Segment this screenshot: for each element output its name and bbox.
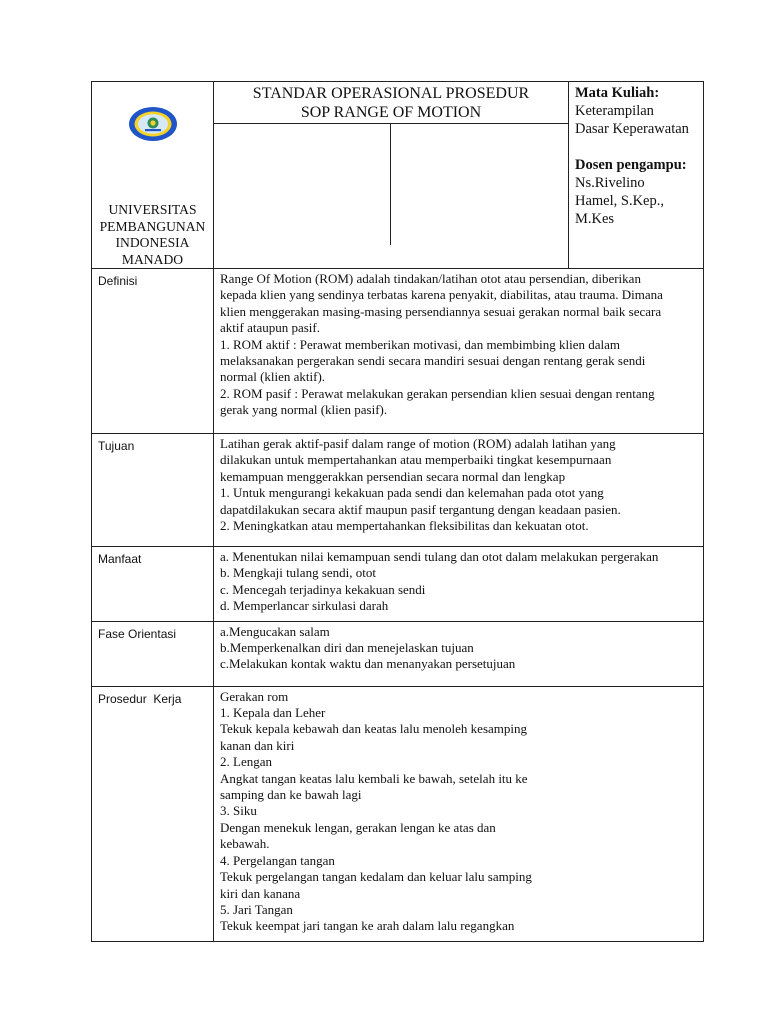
course-label: Mata Kuliah:	[575, 85, 660, 101]
course-info: Mata Kuliah: Keterampilan Dasar Keperawatan Dosen pengampu: Ns.Rivelino Hamel, S.Kep., M.Kes	[569, 82, 703, 228]
title-cell	[214, 82, 569, 269]
section-row-manfaat	[92, 547, 704, 622]
section-label: Tujuan	[92, 434, 214, 547]
university-name: UNIVERSITAS PEMBANGUNAN INDONESIA MANADO	[99, 202, 206, 267]
university-logo	[92, 104, 213, 146]
university-cell	[92, 82, 214, 269]
section-content: a. Menentukan nilai kemampuan sendi tulang dan otot dalam melakukan pergerakan b. Mengkaji tulang sendi, otot c. Mencegah terjadinya kekakuan sendi d. Memperlancar sirkulasi darah	[214, 547, 704, 622]
sop-table	[91, 81, 704, 942]
section-label: Fase Orientasi	[92, 621, 214, 686]
section-row-tujuan	[92, 434, 704, 547]
section-row-fase-orientasi	[92, 621, 704, 686]
blank-cell-right	[391, 124, 568, 245]
blank-cell-left	[214, 124, 391, 245]
blank-sub-cells	[214, 124, 568, 245]
university-seal-icon	[127, 104, 179, 144]
section-row-prosedur-kerja	[92, 686, 704, 941]
course-info-cell	[569, 82, 704, 269]
section-label: Prosedur Kerja	[92, 686, 214, 941]
lecturer-label: Dosen pengampu:	[575, 157, 687, 173]
section-label: Definisi	[92, 269, 214, 434]
document-title: STANDAR OPERASIONAL PROSEDUR SOP RANGE OF MOTION	[214, 82, 568, 124]
section-row-definisi	[92, 269, 704, 434]
section-content: Gerakan rom 1. Kepala dan Leher Tekuk kepala kebawah dan keatas lalu menoleh kesamping kanan dan kiri 2. Lengan Angkat tangan keatas lalu kembali ke bawah, setelah itu ke samping dan ke bawah lagi 3. Siku Dengan menekuk lengan, gerakan lengan ke atas dan kebawah. 4. Pergelangan tangan Tekuk pergelangan tangan kedalam dan keluar lalu samping kiri dan kanana 5. Jari Tangan Tekuk keempat jari tangan ke arah dalam lalu regangkan	[214, 686, 704, 941]
header-row	[92, 82, 704, 269]
section-content: Latihan gerak aktif-pasif dalam range of motion (ROM) adalah latihan yang dilakukan untuk mempertahankan atau memperbaiki tingkat kesempurnaan kemampuan menggerakkan persendian secara normal dan lengkap 1. Untuk mengurangi kekakuan pada sendi dan kelemahan pada otot yang dapatdilakukan secara aktif maupun pasif tergantung dengan keadaan pasien. 2. Meningkatkan atau mempertahankan fleksibilitas dan kekuatan otot.	[214, 434, 704, 547]
section-label: Manfaat	[92, 547, 214, 622]
section-content: Range Of Motion (ROM) adalah tindakan/latihan otot atau persendian, diberikan kepada klien yang sendinya terbatas karena penyakit, diabilitas, atau trauma. Dimana klien menggerakan masing-masing persendiannya sesuai gerakan normal baik secara aktif ataupun pasif. 1. ROM aktif : Perawat memberikan motivasi, dan membimbing klien dalam melaksanakan pergerakan sendi secara mandiri sesuai dengan rentang gerak sendi normal (klien aktif). 2. ROM pasif : Perawat melakukan gerakan persendian klien sesuai dengan rentang gerak yang normal (klien pasif).	[214, 269, 704, 434]
section-content: a.Mengucakan salam b.Memperkenalkan diri dan menejelaskan tujuan c.Melakukan kontak waktu dan menanyakan persetujuan	[214, 621, 704, 686]
